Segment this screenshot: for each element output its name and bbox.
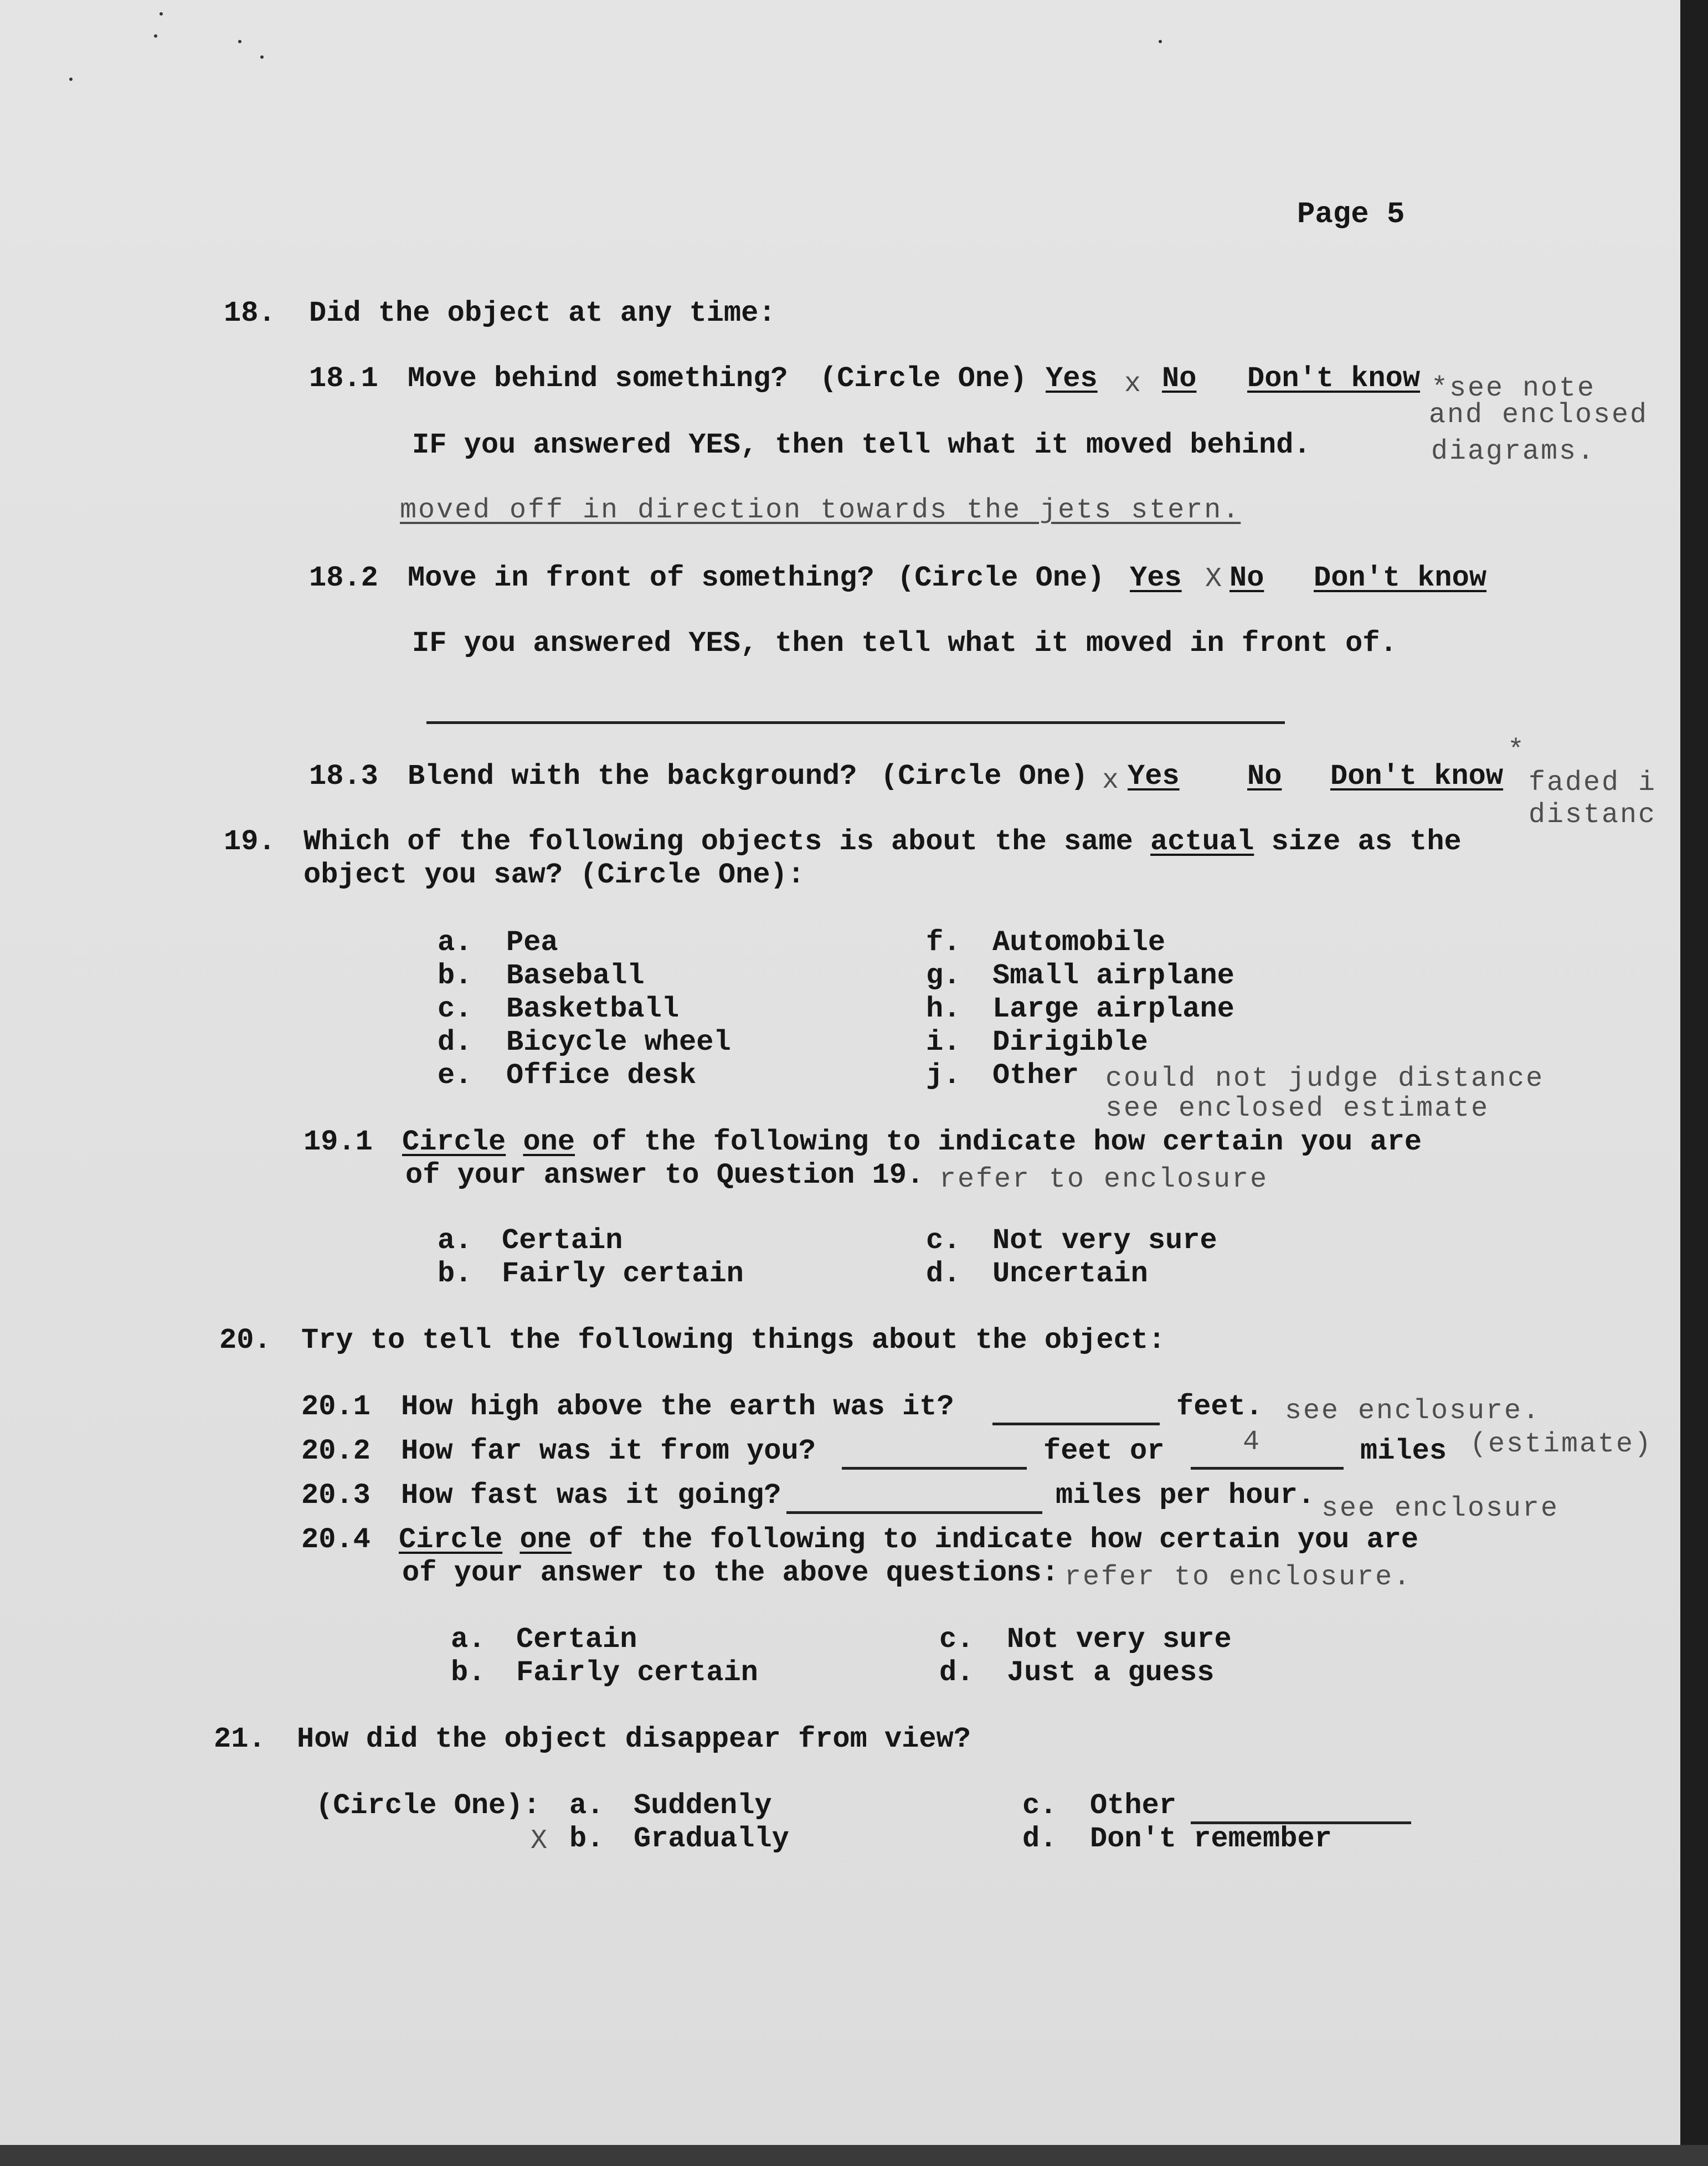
q20-4-option-b-letter: b. — [451, 1656, 486, 1689]
q19-1-option-a-letter: a. — [438, 1224, 472, 1257]
q18-2-dont-know[interactable]: Don't know — [1314, 562, 1487, 594]
q18-3-circle: (Circle One) — [881, 760, 1088, 793]
q19-1-number: 19.1 — [303, 1126, 373, 1158]
q19-line1-pre: Which of the following objects is about the same — [303, 825, 1151, 858]
q19-option-office-desk[interactable]: Office desk — [506, 1059, 697, 1092]
q19-1-line1 — [402, 1126, 1422, 1159]
q18-3-mark: x — [1102, 765, 1121, 797]
q18-3-no[interactable]: No — [1247, 760, 1282, 793]
q19-option-basketball[interactable]: Basketball — [506, 993, 680, 1025]
q20-4-one: one — [519, 1523, 572, 1556]
q18-1-number: 18.1 — [309, 362, 378, 395]
q20-3-unit: miles per hour. — [1056, 1479, 1315, 1512]
q18-1-circle: (Circle One) — [820, 362, 1027, 395]
q20-2-number: 20.2 — [301, 1435, 371, 1467]
q20-4-option-c-letter: c. — [939, 1623, 974, 1656]
q19-line1 — [303, 825, 1462, 859]
q20-4-option-fairly-certain[interactable]: Fairly certain — [516, 1656, 758, 1689]
q19-1-option-d-letter: d. — [926, 1257, 961, 1290]
q18-3-text: Blend with the background? — [408, 760, 857, 793]
q19-line2: object you saw? (Circle One): — [303, 859, 805, 891]
q18-2-if-text: IF you answered YES, then tell what it moved in front of. — [412, 627, 1397, 660]
q18-2-yes[interactable]: Yes — [1130, 562, 1182, 594]
q20-4-option-not-very-sure[interactable]: Not very sure — [1007, 1623, 1232, 1656]
q18-1-note-line2: and enclosed — [1429, 399, 1649, 431]
q20-4-line1 — [399, 1523, 1418, 1557]
q19-line1-post: size as the — [1254, 825, 1462, 858]
q20-4-line1-rest: of the following to indicate how certain you are — [572, 1523, 1419, 1556]
q19-option-bicycle-wheel[interactable]: Bicycle wheel — [506, 1026, 731, 1059]
q19-option-f-letter: f. — [926, 926, 961, 959]
scan-border-right — [1680, 0, 1708, 2166]
q19-1-option-not-very-sure[interactable]: Not very sure — [992, 1224, 1217, 1257]
q20-3-text: How fast was it going? — [401, 1479, 781, 1512]
q20-2-unit-feet: feet or — [1043, 1435, 1165, 1467]
q19-option-dirigible[interactable]: Dirigible — [992, 1026, 1148, 1059]
q19-1-option-certain[interactable]: Certain — [502, 1224, 623, 1257]
q19-1-note: refer to enclosure — [939, 1164, 1269, 1195]
q18-3-dont-know[interactable]: Don't know — [1330, 760, 1504, 793]
q19-option-other[interactable]: Other — [992, 1059, 1079, 1092]
q20-4-note: refer to enclosure. — [1064, 1562, 1412, 1593]
q20-2-unit-miles: miles — [1360, 1435, 1447, 1467]
q20-4-option-certain[interactable]: Certain — [516, 1623, 637, 1656]
q19-option-pea[interactable]: Pea — [506, 926, 558, 959]
scan-border-bottom — [0, 2145, 1708, 2166]
speck — [69, 78, 73, 81]
q20-2-value[interactable]: 4 — [1243, 1426, 1262, 1458]
q18-1-text: Move behind something? — [408, 362, 788, 395]
q18-2-circle: (Circle One) — [897, 562, 1105, 594]
q18-1-yes[interactable]: Yes — [1046, 362, 1098, 395]
q18-2-no[interactable]: No — [1229, 562, 1264, 594]
q18-2-text: Move in front of something? — [408, 562, 874, 594]
speck — [238, 40, 241, 43]
q21-option-other[interactable]: Other — [1090, 1789, 1177, 1822]
q18-3-star: * — [1508, 735, 1526, 767]
page-number: Page 5 — [1297, 198, 1405, 232]
q18-text: Did the object at any time: — [309, 297, 776, 330]
q20-2-text: How far was it from you? — [401, 1435, 816, 1467]
q19-other-answer-line1[interactable]: could not judge distance — [1105, 1063, 1545, 1095]
q20-1-number: 20.1 — [301, 1390, 371, 1423]
q19-1-option-b-letter: b. — [438, 1257, 472, 1290]
q21-option-suddenly[interactable]: Suddenly — [634, 1789, 772, 1822]
q19-1-option-c-letter: c. — [926, 1224, 961, 1257]
q21-option-d-letter: d. — [1022, 1823, 1057, 1855]
q19-1-one: one — [523, 1126, 575, 1158]
q18-1-note-line3: diagrams. — [1431, 436, 1596, 468]
q18-1-dont-know[interactable]: Don't know — [1247, 362, 1421, 395]
q19-actual: actual — [1150, 825, 1254, 858]
q19-other-answer-line2: see enclosed estimate — [1105, 1093, 1490, 1125]
q19-option-a-letter: a. — [438, 926, 472, 959]
q18-1-no[interactable]: No — [1162, 362, 1197, 395]
q19-1-option-uncertain[interactable]: Uncertain — [992, 1257, 1148, 1290]
q20-4-option-just-a-guess[interactable]: Just a guess — [1007, 1656, 1215, 1689]
q19-1-option-fairly-certain[interactable]: Fairly certain — [502, 1257, 744, 1290]
q18-2-answer-line[interactable] — [426, 721, 1285, 724]
q18-2-mark: X — [1205, 563, 1224, 595]
q19-option-small-airplane[interactable]: Small airplane — [992, 959, 1234, 992]
q19-option-b-letter: b. — [438, 959, 472, 992]
q18-1-answer[interactable]: moved off in direction towards the jets stern. — [400, 495, 1241, 526]
q20-1-note: see enclosure. — [1285, 1395, 1541, 1427]
q19-number: 19. — [224, 825, 276, 858]
q20-1-text: How high above the earth was it? — [401, 1390, 954, 1423]
q20-1-unit: feet. — [1176, 1390, 1263, 1423]
q20-number: 20. — [219, 1324, 271, 1357]
q21-circle: (Circle One): — [316, 1789, 541, 1822]
q21-option-a-letter: a. — [569, 1789, 604, 1822]
q18-1-if-text: IF you answered YES, then tell what it moved behind. — [412, 429, 1311, 461]
speck — [1159, 40, 1162, 43]
q19-option-baseball[interactable]: Baseball — [506, 959, 645, 992]
q20-3-note: see enclosure — [1321, 1493, 1560, 1525]
q18-3-note-line2: distanc — [1529, 799, 1657, 831]
q19-option-j-letter: j. — [926, 1059, 961, 1092]
q18-3-note-line1: faded i — [1529, 767, 1657, 799]
q19-option-g-letter: g. — [926, 959, 961, 992]
speck — [160, 12, 163, 16]
q18-3-yes[interactable]: Yes — [1128, 760, 1180, 793]
q20-3-answer-line[interactable] — [786, 1511, 1042, 1514]
q18-2-number: 18.2 — [309, 562, 378, 594]
q18-1-mark: x — [1124, 368, 1143, 400]
q20-2-note: (estimate) — [1470, 1429, 1653, 1460]
q21-text: How did the object disappear from view? — [297, 1723, 971, 1756]
q20-4-option-d-letter: d. — [939, 1656, 974, 1689]
q21-number: 21. — [214, 1723, 266, 1756]
q18-number: 18. — [224, 297, 276, 330]
q19-1-line2: of your answer to Question 19. — [405, 1159, 924, 1192]
q20-2-feet-line[interactable] — [842, 1467, 1027, 1470]
q18-3-number: 18.3 — [309, 760, 378, 793]
q21-mark: X — [531, 1825, 549, 1857]
q20-2-miles-line[interactable] — [1191, 1467, 1344, 1470]
q21-option-b-letter: b. — [569, 1823, 604, 1855]
q19-option-e-letter: e. — [438, 1059, 472, 1092]
q19-1-line1-rest: of the following to indicate how certain you are — [575, 1126, 1422, 1158]
q20-4-line2: of your answer to the above questions: — [402, 1557, 1059, 1589]
q18-1-note-line1: *see note — [1431, 373, 1596, 404]
q19-option-h-letter: h. — [926, 993, 961, 1025]
q20-4-circle: Circle — [399, 1523, 503, 1556]
q19-option-i-letter: i. — [926, 1026, 961, 1059]
q20-4-option-a-letter: a. — [451, 1623, 486, 1656]
speck — [260, 55, 264, 59]
speck — [154, 34, 157, 38]
q20-4-number: 20.4 — [301, 1523, 371, 1556]
q20-1-answer-line[interactable] — [992, 1423, 1160, 1425]
q19-option-c-letter: c. — [438, 993, 472, 1025]
q21-option-dont-remember[interactable]: Don't remember — [1090, 1823, 1332, 1855]
q19-1-circle: Circle — [402, 1126, 506, 1158]
q21-option-gradually[interactable]: Gradually — [634, 1823, 789, 1855]
q19-option-automobile[interactable]: Automobile — [992, 926, 1166, 959]
q19-option-d-letter: d. — [438, 1026, 472, 1059]
q20-text: Try to tell the following things about the object: — [301, 1324, 1166, 1357]
q20-3-number: 20.3 — [301, 1479, 371, 1512]
q19-option-large-airplane[interactable]: Large airplane — [992, 993, 1234, 1025]
q21-option-c-letter: c. — [1022, 1789, 1057, 1822]
